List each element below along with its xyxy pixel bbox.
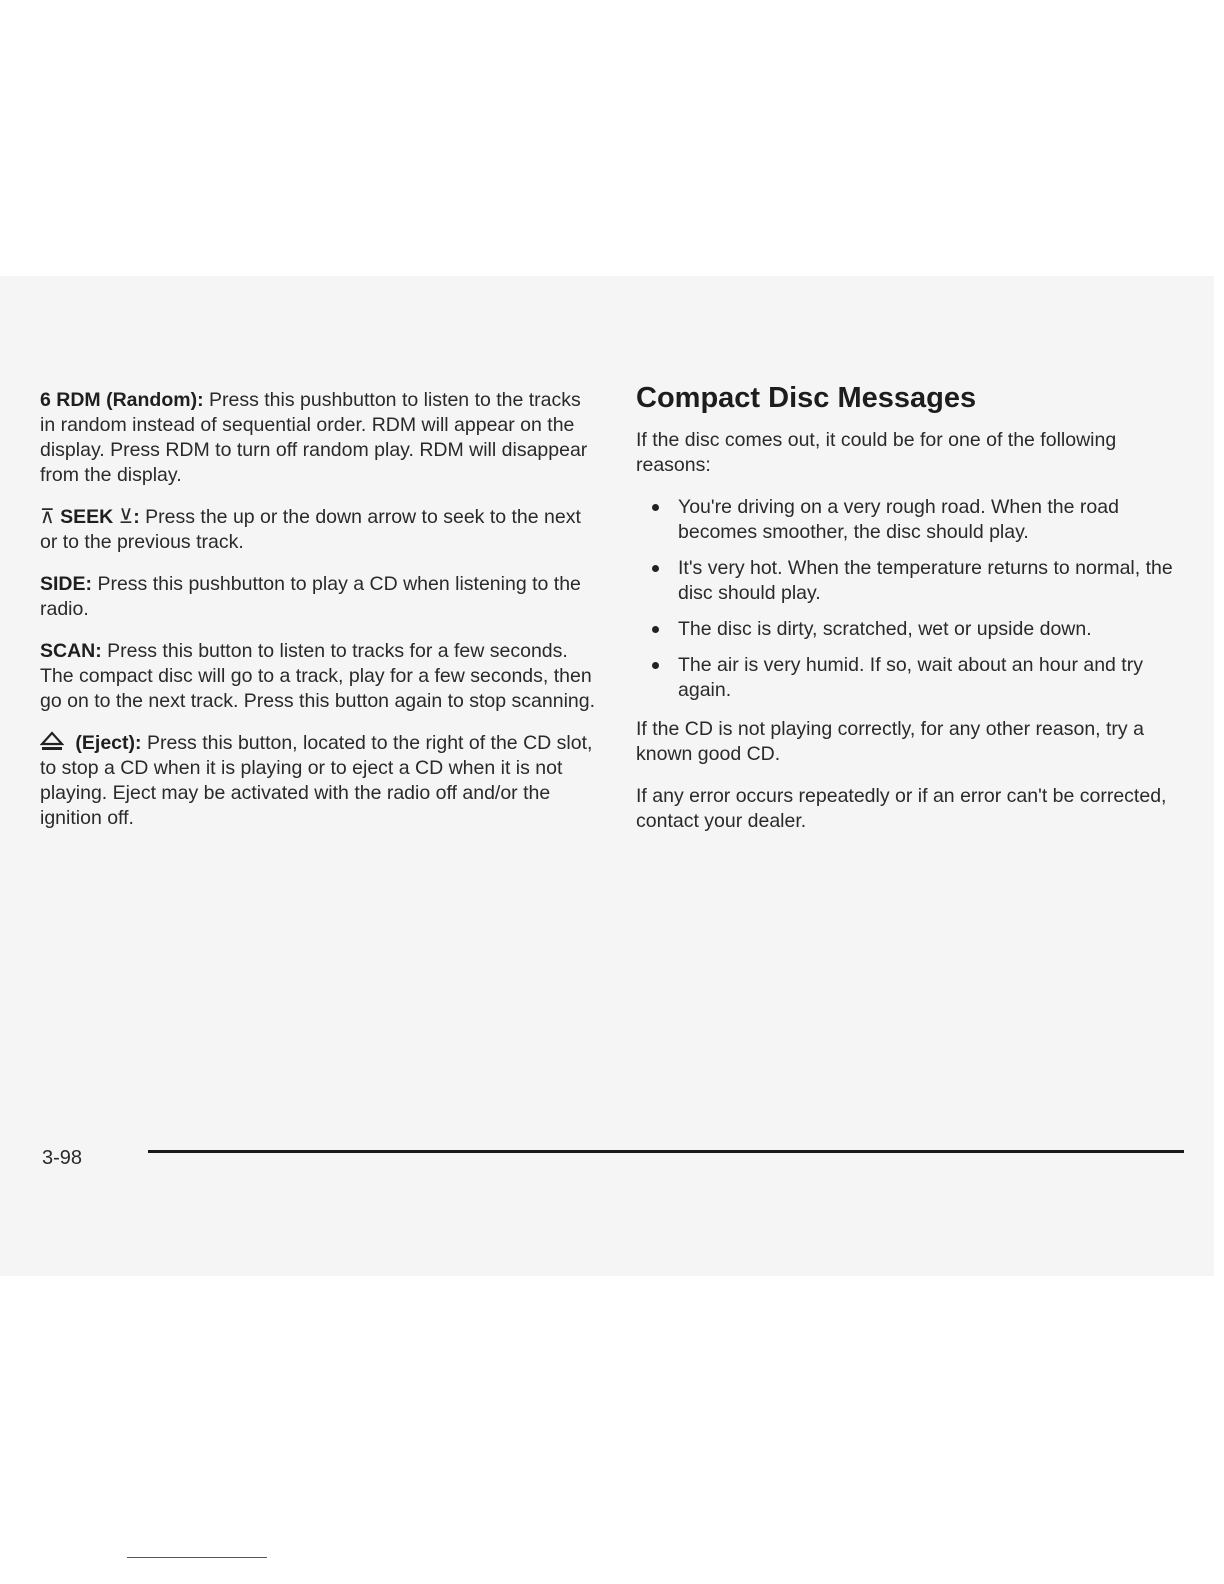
list-item: The disc is dirty, scratched, wet or upside down. — [636, 617, 1184, 642]
error-paragraph: If any error occurs repeatedly or if an error can't be corrected, contact your dealer. — [636, 785, 1167, 832]
seek-colon: : — [133, 506, 140, 528]
rdm-text: Press this pushbutton to listen to the tracks in random instead of sequential order. RDM will appear on the display. Press RDM to turn off random play. RDM will disappear from the display. — [40, 389, 588, 486]
eject-paragraph — [40, 731, 600, 831]
right-column — [636, 380, 1184, 851]
rdm-paragraph — [40, 388, 600, 488]
eject-icon — [40, 731, 64, 753]
page-number: 3-98 — [42, 1147, 83, 1169]
side-paragraph — [40, 572, 600, 622]
scan-term: SCAN: — [40, 640, 102, 662]
intro-paragraph: If the disc comes out, it could be for one of the following reasons: — [636, 429, 1117, 476]
seek-text: Press the up or the down arrow to seek to the next or to the previous track. — [40, 506, 581, 553]
section-title: Compact Disc Messages — [636, 382, 977, 414]
side-text: Press this pushbutton to play a CD when listening to the radio. — [40, 573, 581, 620]
footer-rule — [148, 1150, 1184, 1153]
side-term: SIDE: — [40, 573, 93, 595]
link-underline[interactable] — [127, 1557, 267, 1558]
scan-text: Press this button to listen to tracks for a few seconds. The compact disc will go to a track, play for a few seconds, then go on to the next track. Press this button again to stop scanning. — [40, 640, 596, 712]
cd-paragraph: If the CD is not playing correctly, for any other reason, try a known good CD. — [636, 718, 1144, 765]
seek-down-icon: ⊻ — [118, 506, 134, 528]
eject-term: (Eject): — [75, 732, 142, 754]
list-item: The air is very humid. If so, wait about an hour and try again. — [636, 653, 1184, 703]
rdm-term: 6 RDM (Random): — [40, 389, 204, 411]
left-column — [40, 388, 600, 848]
seek-up-icon: ⊼ — [40, 506, 55, 528]
list-item: You're driving on a very rough road. When the road becomes smoother, the disc should play. — [636, 495, 1184, 545]
eject-text: Press this button, located to the right of the CD slot, to stop a CD when it is playing or to eject a CD when it is not playing. Eject may be activated with the radio off and/or the ignition off. — [40, 732, 593, 829]
seek-term: SEEK — [60, 506, 114, 528]
seek-paragraph — [40, 505, 600, 555]
list-item: It's very hot. When the temperature returns to normal, the disc should play. — [636, 556, 1184, 606]
reasons-list — [636, 495, 1184, 703]
scan-paragraph — [40, 639, 600, 714]
